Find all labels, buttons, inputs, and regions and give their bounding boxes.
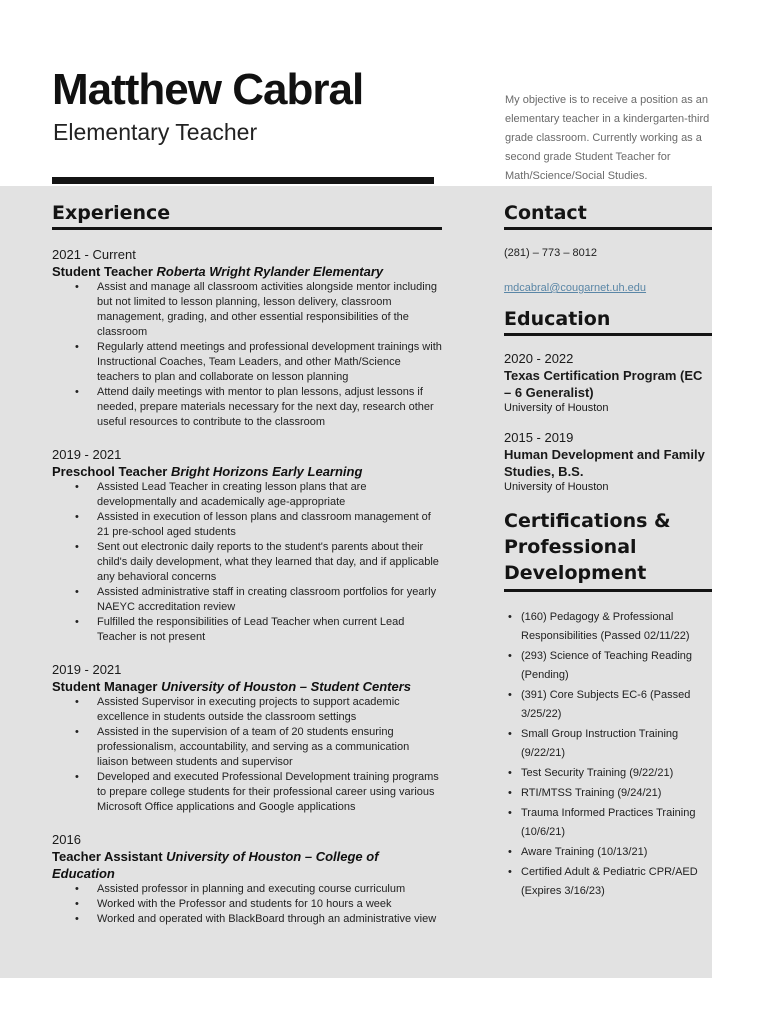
job-title: Student Teacher bbox=[52, 264, 153, 279]
job-organization: Bright Horizons Early Learning bbox=[171, 464, 363, 479]
duty-text: Attend daily meetings with mentor to plan lessons, adjust lessons if needed, prepare materials necessary for the next day, research other useful resources to contribute to the classroom bbox=[97, 386, 434, 428]
duty-item: • Assisted Supervisor in executing projects to support academic excellence in students outside the classroom settings bbox=[75, 696, 400, 723]
job-entry bbox=[52, 831, 442, 927]
job-period: 2021 - Current bbox=[52, 247, 136, 262]
job-duties bbox=[52, 695, 442, 815]
sidebar-column bbox=[504, 202, 712, 902]
education-program: Texas Certification Program (EC – 6 Generalist) bbox=[504, 368, 703, 400]
certification-text: (293) Science of Teaching Reading (Pending) bbox=[521, 650, 693, 681]
email-link[interactable]: mdcabral@cougarnet.uh.edu bbox=[504, 282, 647, 294]
duty-item: • Developed and executed Professional Development training programs to prepare college students for their professional career using various Microsoft Office applications and Google applications bbox=[75, 771, 439, 813]
phone-number: (281) – 773 – 8012 bbox=[504, 247, 597, 259]
certification-text: RTI/MTSS Training (9/24/21) bbox=[521, 787, 662, 799]
job-title: Student Manager bbox=[52, 679, 158, 694]
job-entry bbox=[52, 446, 442, 645]
duty-text: Assist and manage all classroom activities alongside mentor including but not limited to lesson planning, lesson delivery, classroom management, grading, and other essential responsibilities of the classroom bbox=[97, 281, 437, 338]
job-duties bbox=[52, 882, 442, 927]
duty-item: • Assisted in execution of lesson plans and classroom management of 21 pre-school aged students bbox=[75, 511, 431, 538]
objective-statement: My objective is to receive a position as an elementary teacher in a kindergarten-third grade classroom. Currently working as a second grade Student Teacher for Math/Science/Social Studies. bbox=[505, 94, 710, 182]
duty-item: • Worked with the Professor and students for 10 hours a week bbox=[75, 898, 392, 910]
job-organization: Roberta Wright Rylander Elementary bbox=[156, 264, 384, 279]
duty-text: Fulfilled the responsibilities of Lead Teacher when current Lead Teacher is not present bbox=[97, 616, 405, 643]
candidate-name: Matthew Cabral bbox=[52, 65, 364, 114]
duty-item: • Fulfilled the responsibilities of Lead Teacher when current Lead Teacher is not present bbox=[75, 616, 405, 643]
certification-item: • (160) Pedagogy & Professional Responsibilities (Passed 02/11/22) bbox=[508, 611, 690, 642]
education-heading: Education bbox=[504, 308, 712, 336]
education-program: Human Development and Family Studies, B.S. bbox=[504, 447, 705, 479]
job-organization: University of Houston – College of Education bbox=[52, 849, 379, 881]
certification-item: • (293) Science of Teaching Reading (Pending) bbox=[508, 650, 693, 681]
duty-item: • Assisted administrative staff in creating classroom portfolios for yearly NAEYC accreditation review bbox=[75, 586, 437, 613]
duty-text: Assisted Lead Teacher in creating lesson plans that are developmentally and academically age-appropriate bbox=[97, 481, 367, 508]
job-role bbox=[52, 678, 442, 695]
duty-item: • Assisted professor in planning and executing course curriculum bbox=[75, 883, 406, 895]
education-entry bbox=[504, 429, 712, 494]
education-entry bbox=[504, 350, 712, 415]
duty-text: Assisted Supervisor in executing projects to support academic excellence in students outside the classroom settings bbox=[97, 696, 400, 723]
duty-item: • Worked and operated with BlackBoard through an administrative view bbox=[75, 913, 437, 925]
candidate-title: Elementary Teacher bbox=[53, 119, 258, 145]
duty-item: • Regularly attend meetings and professional development trainings with Instructional Coaches, Team Leaders, and other Math/Science teachers to plan and collaborate on lesson planning bbox=[75, 341, 442, 383]
job-period: 2016 bbox=[52, 832, 81, 847]
certification-item: • Test Security Training (9/22/21) bbox=[508, 767, 674, 779]
duty-text: Developed and executed Professional Development training programs to prepare college students for their professional career using various Microsoft Office applications and Google applications bbox=[97, 771, 439, 813]
certification-item: • RTI/MTSS Training (9/24/21) bbox=[508, 787, 662, 799]
certification-text: (160) Pedagogy & Professional Responsibilities (Passed 02/11/22) bbox=[521, 611, 690, 642]
email-row bbox=[504, 278, 712, 296]
education-school: University of Houston bbox=[504, 481, 609, 493]
certification-item: • Small Group Instruction Training (9/22/21) bbox=[508, 728, 679, 759]
duty-text: Assisted in the supervision of a team of 20 students ensuring professionalism, accountability, and serving as a communication liaison between students and supervisor bbox=[97, 726, 410, 768]
certification-text: Aware Training (10/13/21) bbox=[521, 846, 648, 858]
certification-item: • Aware Training (10/13/21) bbox=[508, 846, 648, 858]
experience-heading: Experience bbox=[52, 202, 442, 230]
job-role bbox=[52, 463, 442, 480]
certification-item: • Trauma Informed Practices Training (10/6/21) bbox=[508, 807, 696, 838]
certification-item: • (391) Core Subjects EC-6 (Passed 3/25/22) bbox=[508, 689, 691, 720]
job-role bbox=[52, 263, 442, 280]
certification-item: • Certified Adult & Pediatric CPR/AED (Expires 3/16/23) bbox=[508, 866, 698, 897]
experience-section bbox=[52, 202, 442, 927]
job-title: Teacher Assistant bbox=[52, 849, 163, 864]
job-title: Preschool Teacher bbox=[52, 464, 168, 479]
job-duties bbox=[52, 480, 442, 645]
job-role bbox=[52, 848, 442, 882]
certification-text: Small Group Instruction Training (9/22/21) bbox=[521, 728, 679, 759]
duty-text: Assisted in execution of lesson plans and classroom management of 21 pre-school aged students bbox=[97, 511, 431, 538]
education-period: 2020 - 2022 bbox=[504, 351, 574, 366]
job-entry bbox=[52, 246, 442, 430]
duty-item: • Assisted in the supervision of a team of 20 students ensuring professionalism, accountability, and serving as a communication liaison between students and supervisor bbox=[75, 726, 410, 768]
duty-text: Assisted professor in planning and executing course curriculum bbox=[97, 883, 406, 895]
duty-item: • Attend daily meetings with mentor to plan lessons, adjust lessons if needed, prepare materials necessary for the next day, research other useful resources to contribute to the classroom bbox=[75, 386, 434, 428]
certification-text: Trauma Informed Practices Training (10/6/21) bbox=[521, 807, 696, 838]
certifications-list bbox=[504, 608, 712, 901]
certification-text: Certified Adult & Pediatric CPR/AED (Expires 3/16/23) bbox=[521, 866, 698, 897]
certification-text: Test Security Training (9/22/21) bbox=[521, 767, 674, 779]
education-school: University of Houston bbox=[504, 402, 609, 414]
duty-text: Sent out electronic daily reports to the student's parents about their child's daily development, what they learned that day, and if applicable any behavioral concerns bbox=[97, 541, 439, 583]
job-entry bbox=[52, 661, 442, 815]
duty-text: Assisted administrative staff in creating classroom portfolios for yearly NAEYC accreditation review bbox=[97, 586, 437, 613]
job-duties bbox=[52, 280, 442, 430]
duty-item: • Sent out electronic daily reports to the student's parents about their child's daily development, what they learned that day, and if applicable any behavioral concerns bbox=[75, 541, 439, 583]
duty-text: Worked and operated with BlackBoard through an administrative view bbox=[97, 913, 437, 925]
duty-text: Worked with the Professor and students for 10 hours a week bbox=[97, 898, 392, 910]
header-divider bbox=[52, 177, 434, 184]
education-period: 2015 - 2019 bbox=[504, 430, 574, 445]
certification-text: (391) Core Subjects EC-6 (Passed 3/25/22) bbox=[521, 689, 691, 720]
duty-item: • Assist and manage all classroom activities alongside mentor including but not limited to lesson planning, lesson delivery, classroom management, grading, and other essential responsibilities of the classroom bbox=[75, 281, 437, 338]
duty-text: Regularly attend meetings and professional development trainings with Instructional Coaches, Team Leaders, and other Math/Science teachers to plan and collaborate on lesson planning bbox=[97, 341, 442, 383]
certifications-heading: Certifications & Professional Development bbox=[504, 508, 712, 592]
job-period: 2019 - 2021 bbox=[52, 662, 122, 677]
job-organization: University of Houston – Student Centers bbox=[161, 679, 412, 694]
duty-item: • Assisted Lead Teacher in creating lesson plans that are developmentally and academically age-appropriate bbox=[75, 481, 367, 508]
contact-heading: Contact bbox=[504, 202, 712, 230]
job-period: 2019 - 2021 bbox=[52, 447, 122, 462]
